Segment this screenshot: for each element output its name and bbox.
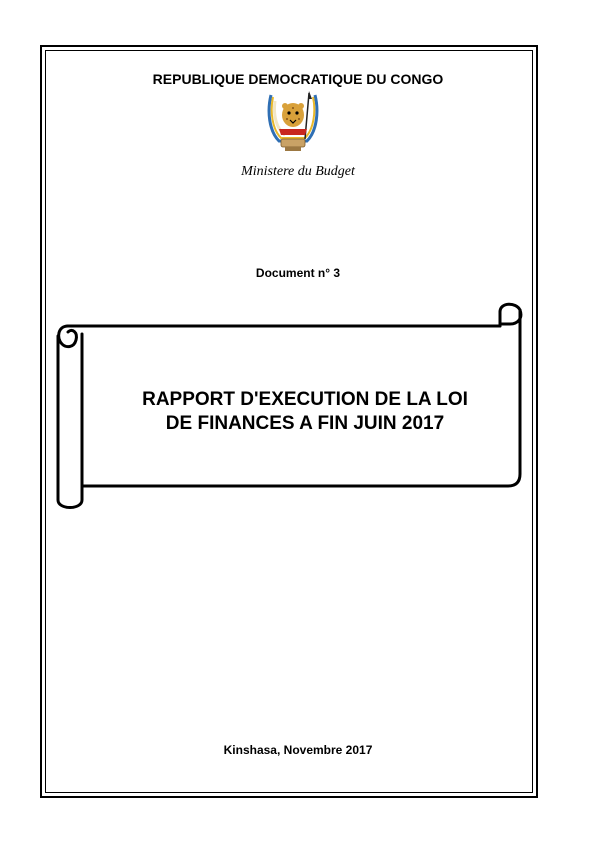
- document-title: [100, 388, 510, 436]
- ministry-name: Ministere du Budget: [241, 164, 355, 179]
- document-title-line-1: RAPPORT D'EXECUTION DE LA LOI: [142, 389, 468, 410]
- document-title-line-2: DE FINANCES A FIN JUIN 2017: [165, 413, 445, 434]
- coat-of-arms-icon: [263, 89, 323, 155]
- document-number: Document n° 3: [255, 266, 341, 280]
- place-date: Kinshasa, Novembre 2017: [223, 743, 373, 757]
- country-heading: REPUBLIQUE DEMOCRATIQUE DU CONGO: [152, 71, 444, 87]
